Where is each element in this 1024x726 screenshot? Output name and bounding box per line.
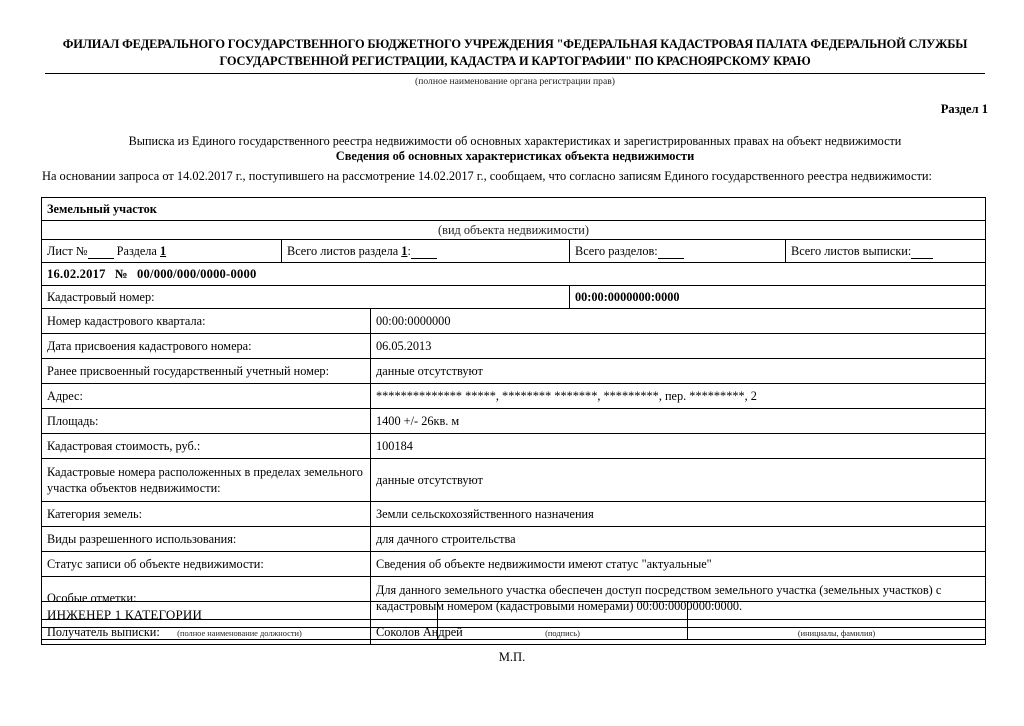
- table-row: [42, 459, 986, 502]
- table-row: [42, 434, 986, 459]
- section-label: Раздел 1: [940, 102, 988, 116]
- characteristic-value: 1400 +/- 26кв. м: [371, 409, 986, 434]
- number-sign: №: [114, 267, 128, 281]
- total-sheets-extract-cell: [786, 240, 986, 263]
- basis-paragraph: На основании запроса от 14.02.2017 г., поступившего на рассмотрение 14.02.2017 г., сообщаем, что согласно записям Единого государственного реестра недвижимости:: [42, 169, 932, 183]
- characteristic-value: 06.05.2013: [371, 334, 986, 359]
- signature-table: [41, 601, 986, 640]
- total-sheets-extract-label: Всего листов выписки:: [791, 244, 912, 258]
- total-sheets-section-prefix: Всего листов раздела: [287, 244, 399, 258]
- stamp-label: М.П.: [498, 650, 526, 664]
- characteristics-table: [41, 308, 986, 645]
- table-row: [42, 286, 986, 309]
- sheet-section-number: 1: [159, 244, 167, 258]
- extract-title: Выписка из Единого государственного реестра недвижимости об основных характеристиках и зарегистрированных правах на объект недвижимости: [128, 134, 902, 148]
- object-summary-table: [41, 197, 986, 309]
- table-row: [42, 409, 986, 434]
- table-row: [42, 384, 986, 409]
- characteristic-value: Сведения об объекте недвижимости имеют статус "актуальные": [371, 552, 986, 577]
- organization-title-caption: (полное наименование органа регистрации прав): [415, 76, 615, 87]
- total-sheets-section-cell: [282, 240, 570, 263]
- signature-caption: (подпись): [438, 628, 688, 640]
- characteristic-label: Кадастровые номера расположенных в пределах земельного участка объектов недвижимости:: [42, 459, 371, 502]
- total-sections-cell: [570, 240, 786, 263]
- sheet-label-middle: Раздела: [116, 244, 157, 258]
- signer-name-caption: (инициалы, фамилия): [688, 628, 986, 640]
- document-date: 16.02.2017: [47, 267, 106, 281]
- object-type-caption: (вид объекта недвижимости): [42, 221, 986, 240]
- table-row: [42, 527, 986, 552]
- table-row: [42, 309, 986, 334]
- characteristic-label: Кадастровая стоимость, руб.:: [42, 434, 371, 459]
- total-sheets-extract-blank: [911, 246, 933, 259]
- sheet-number-cell: [42, 240, 282, 263]
- total-sections-blank: [658, 246, 684, 259]
- signer-name-field[interactable]: [688, 602, 986, 628]
- characteristic-value: ************** *****, ******** *******, *********, пер. *********, 2: [371, 384, 986, 409]
- characteristic-value: 00:00:0000000: [371, 309, 986, 334]
- characteristic-value: для дачного строительства: [371, 527, 986, 552]
- table-row: [42, 221, 986, 240]
- characteristic-label: Получатель выписки:: [42, 620, 371, 645]
- characteristic-label: Виды разрешенного использования:: [42, 527, 371, 552]
- characteristic-label: Статус записи об объекте недвижимости:: [42, 552, 371, 577]
- characteristic-label: Адрес:: [42, 384, 371, 409]
- table-row: [42, 552, 986, 577]
- characteristic-value: 100184: [371, 434, 986, 459]
- total-sheets-section-number: 1: [401, 244, 408, 258]
- cadastral-number-value: 00:00:0000000:0000: [570, 286, 986, 309]
- signer-position-value: ИНЖЕНЕР 1 КАТЕГОРИИ: [42, 602, 438, 628]
- characteristic-label: Особые отметки:: [42, 577, 371, 620]
- characteristic-label: Дата присвоения кадастрового номера:: [42, 334, 371, 359]
- sheet-number-blank: [88, 246, 114, 259]
- table-row: [42, 628, 986, 640]
- characteristic-label: Категория земель:: [42, 502, 371, 527]
- table-row: [42, 602, 986, 628]
- characteristic-value: Земли сельскохозяйственного назначения: [371, 502, 986, 527]
- characteristic-label: Ранее присвоенный государственный учетный номер:: [42, 359, 371, 384]
- extract-subtitle: Сведения об основных характеристиках объекта недвижимости: [335, 149, 695, 163]
- characteristic-value: Для данного земельного участка обеспечен доступ посредством земельного участка (земельных участков) с кадастровым номером (кадастровыми номерами) 00:00:0000000:0000.: [371, 577, 986, 620]
- table-row: [42, 240, 986, 263]
- characteristic-value: данные отсутствуют: [371, 459, 986, 502]
- sheet-label-prefix: Лист №: [47, 244, 88, 258]
- cadastral-number-label: Кадастровый номер:: [42, 286, 570, 309]
- total-sections-label: Всего разделов:: [575, 244, 658, 258]
- table-row: [42, 334, 986, 359]
- table-row: [42, 359, 986, 384]
- total-sheets-section-blank: [411, 246, 437, 259]
- document-number-cell: [42, 263, 986, 286]
- table-row: [42, 502, 986, 527]
- table-row: [42, 263, 986, 286]
- document-number: 00/000/000/0000-0000: [137, 267, 257, 281]
- characteristic-value: Соколов Андрей: [371, 620, 986, 645]
- characteristic-value: данные отсутствуют: [371, 359, 986, 384]
- characteristic-label: Номер кадастрового квартала:: [42, 309, 371, 334]
- characteristic-label: Площадь:: [42, 409, 371, 434]
- organization-title: ФИЛИАЛ ФЕДЕРАЛЬНОГО ГОСУДАРСТВЕННОГО БЮДЖЕТНОГО УЧРЕЖДЕНИЯ "ФЕДЕРАЛЬНАЯ КАДАСТРОВАЯ ПАЛАТА ФЕДЕРАЛЬНОЙ СЛУЖБЫ ГОСУДАРСТВЕННОЙ РЕГИСТРАЦИИ, КАДАСТРА И КАРТОГРАФИИ" ПО КРАСНОЯРСКОМУ КРАЮ: [45, 36, 985, 74]
- signature-field[interactable]: [438, 602, 688, 628]
- object-type-value: Земельный участок: [42, 198, 986, 221]
- table-row: [42, 198, 986, 221]
- signer-position-caption: (полное наименование должности): [42, 628, 438, 640]
- total-sheets-section-suffix: :: [407, 244, 411, 258]
